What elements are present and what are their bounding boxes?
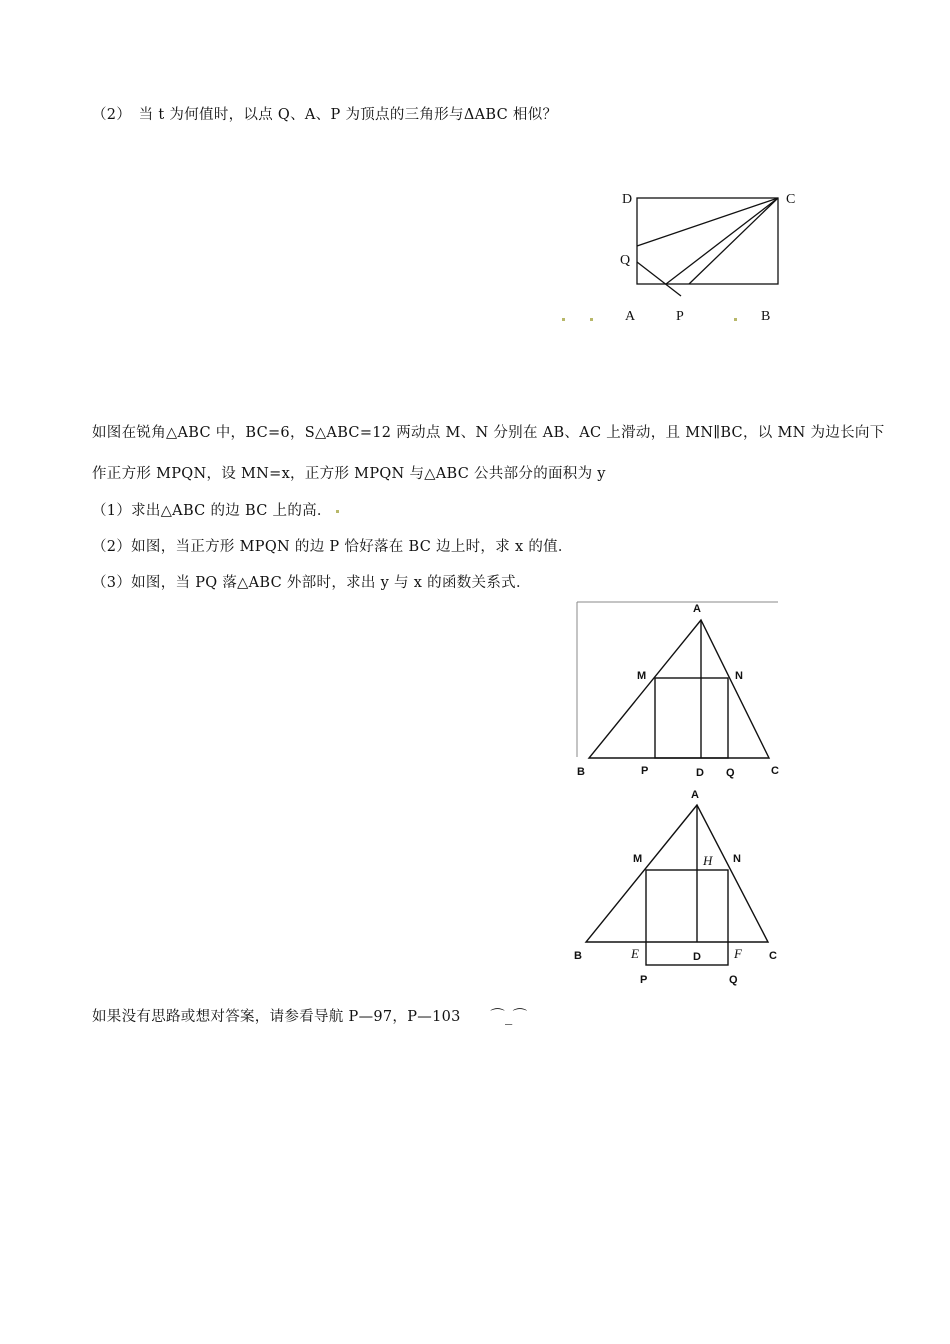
label-q: Q [729,974,738,986]
label-a: A [693,603,701,615]
label-a: A [691,789,699,801]
label-n: N [735,670,743,682]
label-d: D [622,192,633,207]
label-c: C [771,765,779,777]
label-q: Q [726,767,735,779]
square-mpqn [646,870,728,965]
label-a: A [625,309,636,324]
label-d: D [693,951,701,963]
label-d: D [696,767,704,779]
label-p: P [641,765,649,777]
label-b: B [577,766,585,778]
label-e: E [631,946,639,961]
label-m: M [637,670,647,682]
problem1-part2: （2） 当 t 为何值时，以点 Q、A、P 为顶点的三角形与ΔABC 相似？ [92,107,558,123]
label-q: Q [620,253,631,268]
problem2-q3: （3）如图，当 PQ 落△ABC 外部时，求出 y 与 x 的函数关系式． [92,575,531,591]
triangle-abc [586,805,768,942]
problem2-q1: （1）求出△ABC 的边 BC 上的高． [92,503,332,519]
label-n: N [733,853,741,865]
label-c: C [769,950,777,962]
label-h: H [703,853,713,868]
label-m: M [633,853,643,865]
label-p: P [640,974,648,986]
label-p: P [676,309,684,324]
footer-hint: 如果没有思路或想对答案，请参看导航 P—97，P—103 ⌒_⌒ [92,1009,528,1025]
label-b: B [574,950,582,962]
problem2-intro-line1: 如图在锐角△ABC 中，BC=6，S△ABC=12 两动点 M、N 分别在 AB、AC 上滑动，且 MN∥BC，以 MN 为边长向下 [92,425,885,441]
label-b: B [761,309,771,324]
problem2-q2: （2）如图，当正方形 MPQN 的边 P 恰好落在 BC 边上时，求 x 的值． [92,539,573,555]
label-c: C [786,192,796,207]
problem2-intro-line2: 作正方形 MPQN，设 MN=x，正方形 MPQN 与△ABC 公共部分的面积为 y [92,466,606,482]
label-f: F [734,946,742,961]
